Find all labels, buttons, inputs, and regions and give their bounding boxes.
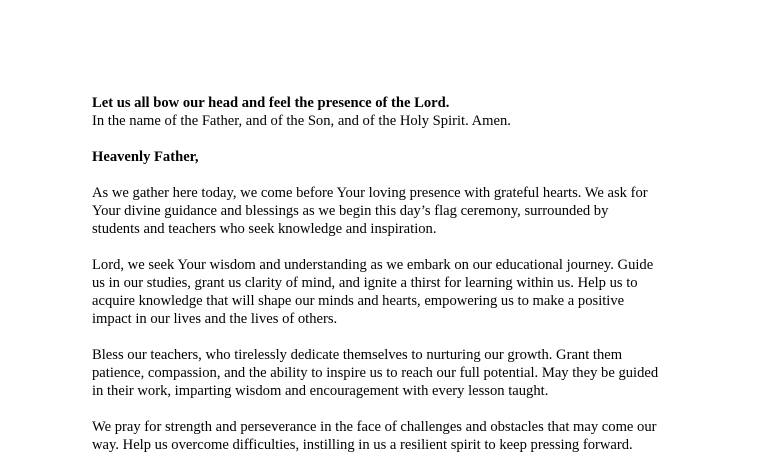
paragraph-line: Bless our teachers, who tirelessly dedicate themselves to nurturing our growth. Grant them xyxy=(92,347,623,363)
paragraph-spacer xyxy=(92,238,732,256)
paragraph-line: Lord, we seek Your wisdom and understanding as we embark on our educational journey. Guide xyxy=(92,257,654,273)
paragraph-line: impact in our lives and the lives of others. xyxy=(92,311,338,327)
paragraph-line: Your divine guidance and blessings as we begin this day’s flag ceremony, surrounded by xyxy=(92,203,609,219)
paragraph-line: patience, compassion, and the ability to inspire us to reach our full potential. May they be guided xyxy=(92,365,659,381)
paragraph-line: way. Help us overcome difficulties, instilling in us a resilient spirit to keep pressing forward. xyxy=(92,437,633,453)
paragraph-spacer xyxy=(92,328,732,346)
paragraph-wisdom xyxy=(92,256,732,328)
paragraph-gratitude xyxy=(92,184,732,238)
paragraph-teachers xyxy=(92,346,732,400)
prayer-document xyxy=(92,94,732,454)
paragraph-line: We pray for strength and perseverance in the face of challenges and obstacles that may come our xyxy=(92,419,657,435)
opening-heading: Let us all bow our head and feel the presence of the Lord. xyxy=(92,95,450,111)
invocation-line: In the name of the Father, and of the Son, and of the Holy Spirit. Amen. xyxy=(92,113,511,129)
paragraph-spacer xyxy=(92,130,732,148)
paragraph-line: acquire knowledge that will shape our minds and hearts, empowering us to make a positive xyxy=(92,293,625,309)
paragraph-line: students and teachers who seek knowledge and inspiration. xyxy=(92,221,437,237)
paragraph-line: in their work, imparting wisdom and encouragement with every lesson taught. xyxy=(92,383,549,399)
paragraph-line: As we gather here today, we come before Your loving presence with grateful hearts. We ask for xyxy=(92,185,648,201)
paragraph-strength xyxy=(92,418,732,454)
paragraph-spacer xyxy=(92,400,732,418)
paragraph-line: us in our studies, grant us clarity of mind, and ignite a thirst for learning within us. Help us to xyxy=(92,275,638,291)
salutation: Heavenly Father, xyxy=(92,149,199,165)
paragraph-spacer xyxy=(92,166,732,184)
